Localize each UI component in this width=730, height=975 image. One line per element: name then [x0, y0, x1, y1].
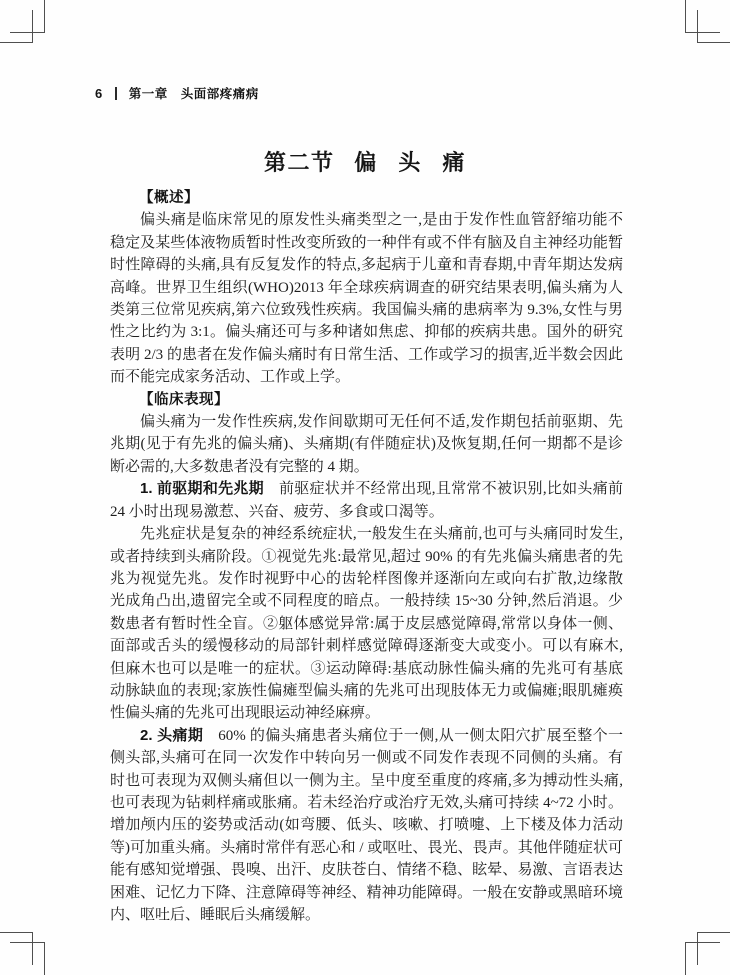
- aura-detail-paragraph: 先兆症状是复杂的神经系统症状,一般发生在头痛前,也可与头痛同时发生,或者持续到头痛阶段。①视觉先兆:最常见,超过 90% 的有先兆偏头痛患者的先兆为视觉先兆。发作时视野中心的齿轮样图像并逐渐向左或向右扩散,边缘散光成角凸出,遗留完全或不同程度的暗点。一般持续 15~30 分钟,然后消退。少数患者有暂时性全盲。②躯体感觉异常:属于皮层感觉障碍,常常以身体一侧、面部或舌头的缓慢移动的局部针刺样感觉障碍逐渐变大或变小。可以有麻木,但麻木也可以是唯一的症状。③运动障碍:基底动脉性偏头痛的先兆可有基底动脉缺血的表现;家族性偏瘫型偏头痛的先兆可出现肢体无力或偏瘫;眼肌瘫痪性偏头痛的先兆可出现眼运动神经麻痹。: [110, 526, 623, 722]
- item-2-heading: 2. 头痛期: [140, 726, 204, 744]
- clinical-intro-paragraph: 偏头痛为一发作性疾病,发作间歇期可无任何不适,发作期包括前驱期、先兆期(见于有先兆的偏头痛)、头痛期(有伴随症状)及恢复期,任何一期都不是诊断必需的,大多数患者没有完整的 4 期。: [110, 414, 623, 475]
- page-number: 6: [95, 85, 103, 101]
- item-1-text: 前驱症状并不经常出现,且常常不被识别,比如头痛前 24 小时出现易激惹、兴奋、疲劳、多食或口渴等。: [110, 481, 623, 520]
- running-header: [95, 84, 259, 102]
- crop-mark-bottom-left-inner: [0, 932, 33, 965]
- chapter-title: 头面部疼痛病: [180, 87, 259, 101]
- crop-mark-top-right-inner: [697, 10, 730, 43]
- body-text-column: [110, 187, 623, 926]
- item-1-heading: 1. 前驱期和先兆期: [140, 480, 264, 498]
- overview-paragraph: 偏头痛是临床常见的原发性头痛类型之一,是由于发作性血管舒缩功能不稳定及某些体液物质暂时性改变所致的一种伴有或不伴有脑及自主神经功能暂时性障碍的头痛,具有反复发作的特点,多起病于儿童和青春期,中青年期达发病高峰。世界卫生组织(WHO)2013 年全球疾病调查的研究结果表明,偏头痛为人类第三位常见疾病,第六位致残性疾病。我国偏头痛的患病率为 9.3%,女性与男性之比约为 3:1。偏头痛还可与多种诸如焦虑、抑郁的疾病共患。国外的研究表明 2/3 的患者在发作偏头痛时有日常生活、工作或学习的损害,近半数会因此而不能完成家务活动、工作或上学。: [110, 212, 623, 386]
- section-title-name: 偏 头 痛: [354, 150, 467, 175]
- heading-overview: 【概述】: [139, 190, 199, 206]
- heading-clinical-manifestations: 【临床表现】: [139, 391, 229, 408]
- chapter-label: 第一章: [128, 87, 168, 101]
- section-title-number: 第二节: [263, 150, 335, 175]
- crop-mark-bottom-right-inner: [697, 932, 730, 965]
- headache-phase-paragraph: [110, 725, 623, 927]
- prodrome-aura-paragraph: [110, 478, 623, 523]
- section-title: [0, 146, 730, 177]
- item-2-text: 60% 的偏头痛患者头痛位于一侧,从一侧太阳穴扩展至整个一侧头部,头痛可在同一次发作中转向另一侧或不同发作表现不同侧的头痛。有时也可表现为双侧头痛但以一侧为主。呈中度至重度的疼痛,多为搏动性头痛,也可表现为钻刺样痛或胀痛。若未经治疗或治疗无效,头痛可持续 4~72 小时。增加颅内压的姿势或活动(如弯腰、低头、咳嗽、打喷嚏、上下楼及体力活动等)可加重头痛。头痛时常伴有恶心和 / 或呕吐、畏光、畏声。其他伴随症状可能有感知觉增强、畏嗅、出汗、皮肤苍白、情绪不稳、眩晕、易激、言语表达困难、记忆力下降、注意障碍等神经、精神功能障碍。一般在安静或黑暗环境内、呕吐后、睡眠后头痛缓解。: [110, 727, 623, 923]
- header-divider: [115, 87, 117, 100]
- crop-mark-top-left-inner: [0, 10, 33, 43]
